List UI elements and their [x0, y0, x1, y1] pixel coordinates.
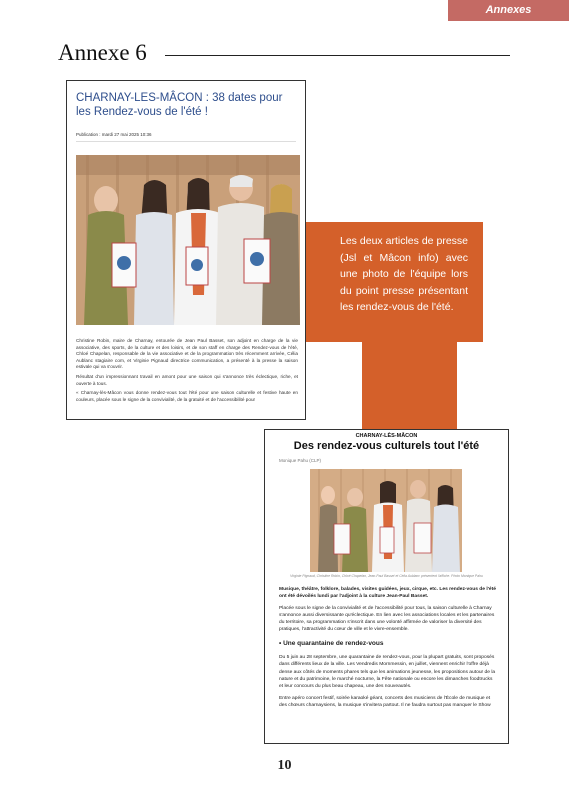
article1-paragraph: Résultat d'un impressionnant travail en amont pour une saison qui s'annonce très éclectique, riche, et ouverte à tous. — [76, 373, 298, 386]
press-article-1 — [66, 80, 306, 420]
section-tab: Annexes — [448, 0, 569, 21]
annex-title: Annexe 6 — [58, 40, 153, 66]
article2-paragraph: Du 5 juin au 28 septembre, une quarantaine de rendez-vous, pour la plupart gratuits, sont proposés dans différents lieux de la ville. Les Vendredis Mornmessin, en juillet, viennent enrichir l'offre déjà dense aux côtés de moments phares tels que les animations jeunesse, les propositions autour de la nature et du patrimoine, le marché nocturne, la Fête nationale ou encore les dimanches foodtrucks et leur concours du plus beau chapeau, une des nouveautés. — [279, 655, 496, 690]
article2-body — [279, 586, 496, 713]
article1-photo — [76, 155, 300, 325]
page-number: 10 — [277, 758, 292, 773]
article1-publication: Publication : mardi 27 mai 2025 10:36 — [76, 132, 152, 137]
article2-photo-caption: Virginie Pignaud, Christine Robin, Chloé Chapelan, Jean-Paul Basset et Célia Aublanc présentent l'affiche. Photo Monique Pahu — [290, 574, 483, 578]
orange-strip — [362, 340, 457, 430]
article1-paragraph: Christine Robin, maire de Charnay, entourée de Jean Paul Basset, son adjoint en charge de la vie associative, des sports, de la culture et des loisirs, et de son staff en charge des Rendez-vous de l'été, Chloé Chapelan, responsable de la vie associative et de la programmation très récemment arrivée, Célia Aublanc stagiaire com, et Virginie Pignaud directrice communication, a présenté à la presse la saison estivale qui va s'ouvrir. — [76, 338, 298, 370]
article1-title: CHARNAY-LES-MÂCON : 38 dates pour les Rendez-vous de l'été ! — [76, 92, 283, 118]
article1-divider — [76, 141, 296, 142]
article1-body — [76, 338, 298, 406]
group-photo-image — [310, 469, 462, 572]
article2-paragraph: Entre apéro concert festif, soirée karaoké géant, concerts des musiciens de l'École de musique et des chœurs charnaysiens, la musique s'invitera partout. Il ne faudra surtout pas manquer le Show — [279, 695, 491, 708]
article2-lead: Musique, théâtre, folklore, balades, visites guidées, jeux, cirque, etc. Les rendez-vous de l'été ont été dévoilés lundi par l'adjoint à la culture Jean-Paul Basset. — [279, 587, 496, 600]
article2-paragraph: Placée sous le signe de la convivialité et de l'accessibilité pour tous, la saison culturelle à Charnay s'annonce aussi diversissante qu'éclectique. En lien avec les associations locales et les partenaires du territoire, sa programmation s'inscrit dans une volonté affirmée de valoriser la diversité des pratiques, l'attractivité du cœur de ville et le vivre-ensemble. — [279, 605, 495, 633]
group-photo-image — [76, 155, 300, 325]
article2-subheading: • Une quarantaine de rendez-vous — [279, 639, 384, 647]
title-rule — [165, 55, 510, 56]
article2-kicker: CHARNAY-LÈS-MÂCON — [355, 433, 418, 439]
article2-author: Monique Pahu (CLP) — [279, 458, 322, 463]
orange-note-text: Les deux articles de presse (Jsl et Mâcon info) avec une photo de l'équipe lors du point presse présentant les rendez-vous de l'été. — [340, 235, 468, 313]
article2-photo — [310, 469, 462, 572]
press-article-2 — [264, 429, 509, 744]
article2-title: Des rendez-vous culturels tout l'été — [293, 440, 480, 452]
article1-paragraph: « Charnay-lès-Mâcon vous donne rendez-vous tout l'été pour une saison culturelle et festive haute en couleurs, placée sous le signe de la convivialité, de la gratuité et de l'accessibilité pour — [76, 390, 298, 402]
